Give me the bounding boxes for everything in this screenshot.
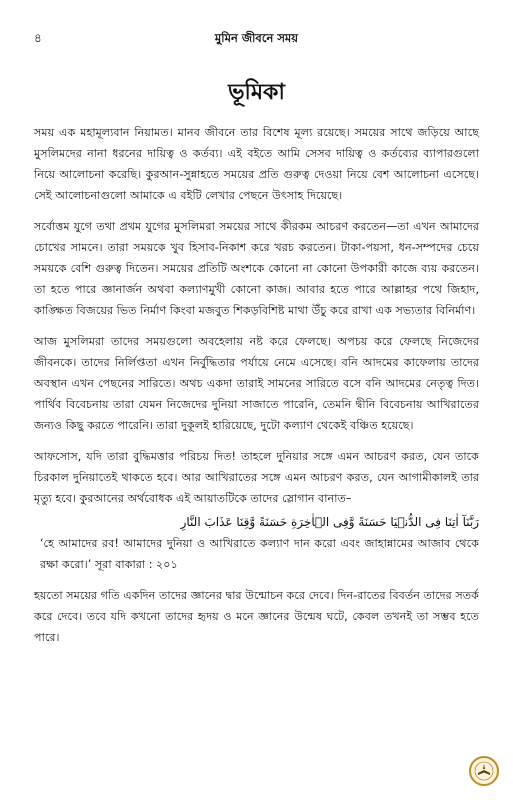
page-number: ৪ [34,31,42,45]
paragraph-2: সর্বোত্তম যুগে তথা প্রথম যুগের মুসলিমরা সময়ের সাথে কীরকম আচরণ করতেন—তা এখন আমাদের চোখের সামনে। তারা সময়কে খুব হিসাব-নিকাশ করে খরচ করতেন। টাকা-পয়সা, ধন-সম্পদের চেয়ে সময়কে বেশি গুরুত্ব দিতেন। সময়ের প্রতিটি অংশকে কোনো না কোনো উপকারী কাজে ব্যয় করতেন। তা হতে পারে জ্ঞানার্জন অথবা কল্যাণমুখী কোনো কাজ। আবার হতে পারে আল্লাহর পথে জিহাদ, কাঙ্ক্ষিত বিজয়ের ভিত নির্মাণ কিংবা মজবুত শিকড়বিশিষ্ট মাথা উঁচু করে রাখা এক সভ্যতার বিনির্মাণ। [34,220,479,317]
publisher-logo-icon [469,756,499,786]
closing-paragraph: হয়তো সময়ের গতি একদিন তাদের জ্ঞানের দ্বার উন্মোচন করে দেবে। দিন-রাতের বিবর্তন তাদের সতর্ক করে দেবে। তবে যদি কখনো তাদের হৃদয় ও মনে জ্ঞানের উন্মেষ ঘটে, কেবল তখনই তা সম্ভব হতে পারে। [34,589,479,644]
paragraph-4: আফসোস, যদি তারা বুদ্ধিমত্তার পরিচয় দিত! তাহলে দুনিয়ার সঙ্গে এমন আচরণ করত, যেন তাকে চিরকাল দুনিয়াতেই থাকতে হবে। আর আখিরাতের সঙ্গে এমন আচরণ করত, যেন আগামীকালই তার মৃত্যু হবে। কুরআনের অর্থবোধক এই আয়াতটিকে তাদের স্লোগান বানাত– [34,450,479,505]
paragraph-1: সময় এক মহামূল্যবান নিয়ামত। মানব জীবনে তার বিশেষ মূল্য রয়েছে। সময়ের সাথে জড়িয়ে আছে মুসলিমদের নানা ধরনের দায়িত্ব ও কর্তব্য। এই বইতে আমি সেসব দায়িত্ব ও কর্তব্যের ব্যাপারগুলো নিয়ে আলোচনা করেছি। কুরআন-সুন্নাহতে সময়ের প্রতি গুরুত্ব দেওয়া নিয়ে বেশ আলোচনা এসেছে। সেই আলোচনাগুলো আমাকে এ বইটি লেখার পেছনে উৎসাহ দিয়েছে। [34,126,479,202]
page-body [34,122,479,658]
running-title: মুমিন জীবনে সময় [214,31,299,45]
running-header [34,30,479,48]
paragraph-3: আজ মুসলিমরা তাদের সময়গুলো অবহেলায় নষ্ট করে ফেলছে। অপচয় করে ফেলছে নিজেদের জীবনকে। তাদের নির্লিপ্ততা এখন নির্বুদ্ধিতার পর্যায়ে নেমে এসেছে। বনি আদমের কাফেলায় তাদের অবস্থান এখন পেছনের সারিতে। অথচ একদা তারাই সামনের সারিতে বসে বনি আদমের নেতৃত্ব দিত। পার্থিব বিবেচনায় তারা যেমন নিজেদের দুনিয়া সাজাতে পারেনি, তেমনি দ্বীনি বিবেচনায় আখিরাতের জন্যও কিছু করতে পারেনি। তারা দুকূলই হারিয়েছে, দুটো কল্যাণ থেকেই বঞ্চিত হয়েছে। [34,335,479,432]
arabic-verse: رَبَّنَآ اٰتِنَا فِى الدُّنۡيَا حَسَنَةً وَّفِى الۡاٰخِرَةِ حَسَنَةً وَّقِنَا عَذَابَ النَّارِ [180,515,479,529]
book-emblem-icon [471,758,497,784]
chapter-title: ভূমিকা [228,80,285,105]
verse-translation: ‘হে আমাদের রব! আমাদের দুনিয়া ও আখিরাতে কল্যাণ দান করো এবং জাহান্নামের আজাব থেকে রক্ষা করো।’ সূরা বাকারা : ২০১ [40,537,479,571]
